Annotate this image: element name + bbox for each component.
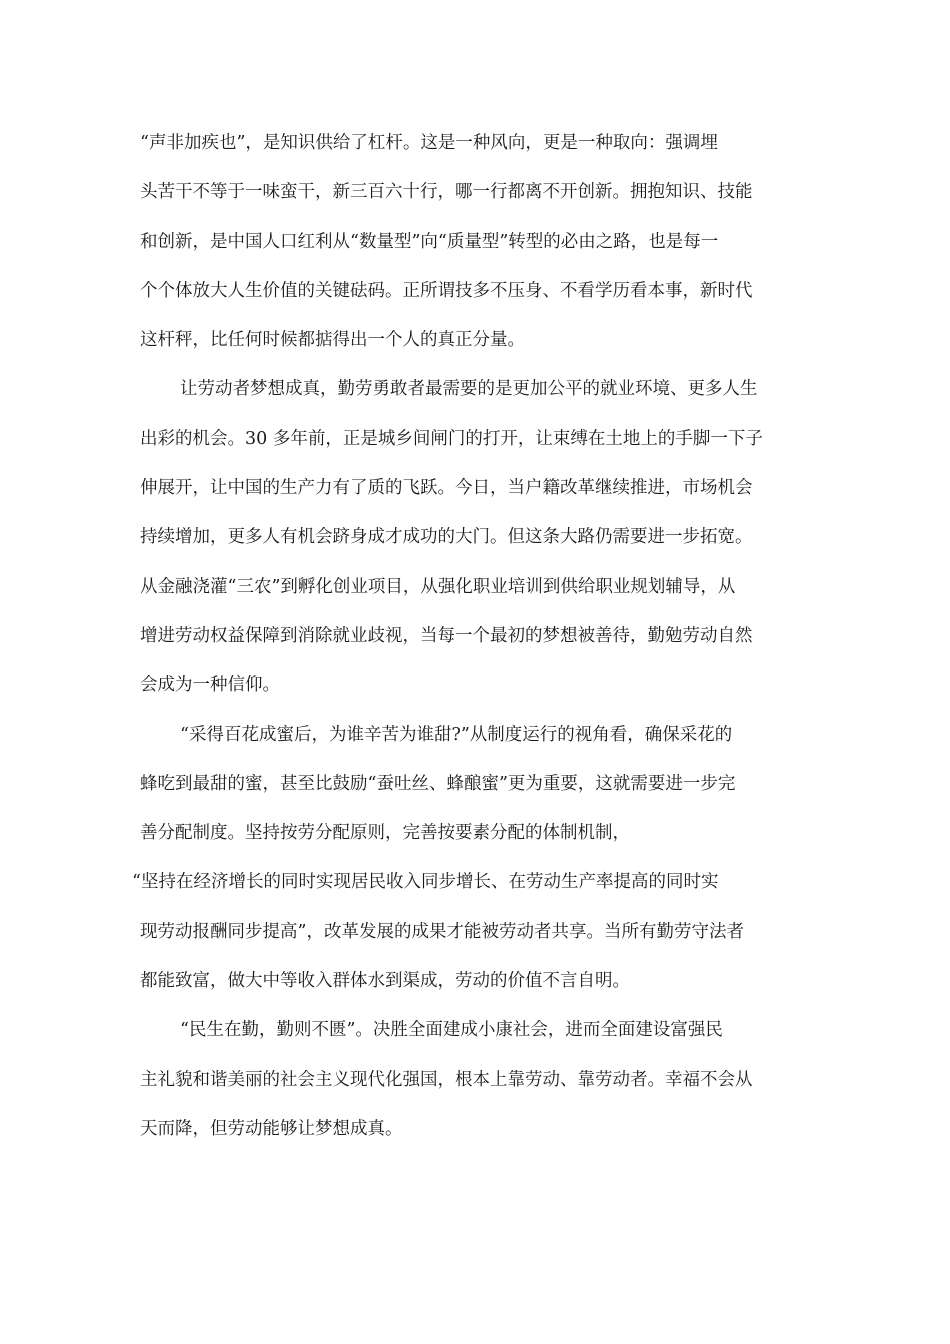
paragraph-line: “声非加疾也”，是知识供给了杠杆。这是一种风向，更是一种取向：强调埋: [140, 133, 718, 153]
paragraph-line: “坚持在经济增长的同时实现居民收入同步增长、在劳动生产率提高的同时实: [132, 872, 719, 893]
paragraph-2: [140, 373, 785, 718]
paragraph-line: 会成为一种信仰。: [140, 675, 280, 696]
paragraph-line: 个个体放大人生价值的关键砝码。正所谓技多不压身、不看学历看本事，新时代: [140, 280, 753, 301]
paragraph-1: [140, 127, 785, 373]
article-body: [132, 127, 785, 1162]
paragraph-line: 这杆秤，比任何时候都掂得出一个人的真正分量。: [140, 330, 525, 351]
paragraph-line: 增进劳动权益保障到消除就业歧视，当每一个最初的梦想被善待，勤勉劳动自然: [140, 625, 753, 646]
paragraph-line: 都能致富，做大中等收入群体水到渠成，劳动的价值不言自明。: [140, 971, 630, 992]
paragraph-line: 持续增加，更多人有机会跻身成才成功的大门。但这条大路仍需要进一步拓宽。: [140, 527, 753, 548]
paragraph-3: [132, 719, 785, 1015]
paragraph-line: 现劳动报酬同步提高”，改革发展的成果才能被劳动者共享。当所有勤劳守法者: [140, 921, 744, 942]
paragraph-4: [140, 1014, 785, 1162]
paragraph-line: “采得百花成蜜后，为谁辛苦为谁甜?”从制度运行的视角看，确保采花的: [180, 724, 733, 745]
paragraph-line: 善分配制度。坚持按劳分配原则，完善按要素分配的体制机制，: [140, 823, 630, 844]
paragraph-line: 出彩的机会。30 多年前，正是城乡间闸门的打开，让束缚在土地上的手脚一下子: [140, 428, 763, 449]
paragraph-line: “民生在勤，勤则不匮”。决胜全面建成小康社会，进而全面建设富强民: [180, 1020, 723, 1041]
paragraph-line: 蜂吃到最甜的蜜，甚至比鼓励“蚕吐丝、蜂酿蜜”更为重要，这就需要进一步完: [140, 773, 736, 794]
paragraph-line: 主礼貌和谐美丽的社会主义现代化强国，根本上靠劳动、靠劳动者。幸福不会从: [140, 1069, 753, 1090]
paragraph-line: 和创新，是中国人口红利从“数量型”向“质量型”转型的必由之路，也是每一: [140, 231, 719, 252]
paragraph-line: 从金融浇灌“三农”到孵化创业项目，从强化职业培训到供给职业规划辅导，从: [140, 576, 736, 597]
paragraph-line: 让劳动者梦想成真，勤劳勇敢者最需要的是更加公平的就业环境、更多人生: [180, 379, 758, 400]
paragraph-line: 天而降，但劳动能够让梦想成真。: [140, 1118, 403, 1139]
paragraph-line: 头苦干不等于一味蛮干，新三百六十行，哪一行都离不开创新。拥抱知识、技能: [140, 182, 753, 203]
paragraph-line: 伸展开，让中国的生产力有了质的飞跃。今日，当户籍改革继续推进，市场机会: [140, 478, 753, 499]
